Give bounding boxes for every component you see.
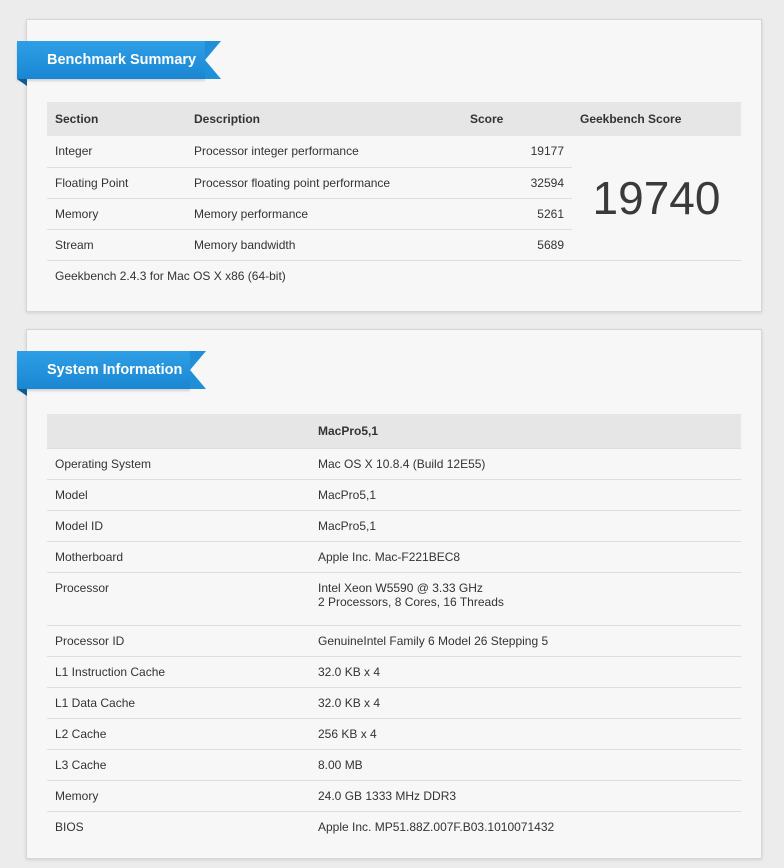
score-cell: 5689 xyxy=(462,229,572,260)
ribbon-fold xyxy=(17,389,27,396)
description-cell: Processor floating point performance xyxy=(186,167,462,198)
table-row xyxy=(47,573,741,626)
info-value: 32.0 KB x 4 xyxy=(310,688,741,719)
table-row xyxy=(47,480,741,511)
section-cell: Stream xyxy=(47,229,186,260)
info-value xyxy=(310,573,741,626)
table-row xyxy=(47,688,741,719)
system-header-row xyxy=(47,414,741,449)
info-label: L3 Cache xyxy=(47,750,310,781)
system-info-table xyxy=(47,414,741,842)
benchmark-summary-card xyxy=(26,19,762,312)
info-label: L2 Cache xyxy=(47,719,310,750)
table-row xyxy=(47,781,741,812)
system-information-title: System Information xyxy=(47,362,183,378)
info-label: Model xyxy=(47,480,310,511)
description-cell: Memory bandwidth xyxy=(186,229,462,260)
info-label: Model ID xyxy=(47,511,310,542)
geekbench-version-text: Geekbench 2.4.3 for Mac OS X x86 (64-bit) xyxy=(47,260,741,291)
description-header: Description xyxy=(194,112,261,126)
score-header: Score xyxy=(470,112,504,126)
model-header: MacPro5,1 xyxy=(318,424,379,438)
geekbench-score-value: 19740 xyxy=(572,136,741,260)
info-label: Processor xyxy=(47,573,310,626)
table-row xyxy=(47,719,741,750)
info-value: MacPro5,1 xyxy=(310,511,741,542)
score-cell: 5261 xyxy=(462,198,572,229)
description-cell: Processor integer performance xyxy=(186,136,462,167)
info-label: Memory xyxy=(47,781,310,812)
section-cell: Floating Point xyxy=(47,167,186,198)
info-value: 32.0 KB x 4 xyxy=(310,657,741,688)
info-label: BIOS xyxy=(47,812,310,843)
processor-model-text: Intel Xeon W5590 @ 3.33 GHz xyxy=(318,581,483,595)
info-value: Apple Inc. MP51.88Z.007F.B03.1010071432 xyxy=(310,812,741,843)
info-value: MacPro5,1 xyxy=(310,480,741,511)
score-cell: 19177 xyxy=(462,136,572,167)
section-cell: Memory xyxy=(47,198,186,229)
info-label: L1 Data Cache xyxy=(47,688,310,719)
info-label: L1 Instruction Cache xyxy=(47,657,310,688)
table-row xyxy=(47,812,741,843)
info-value: 256 KB x 4 xyxy=(310,719,741,750)
processor-topology-text: 2 Processors, 8 Cores, 16 Threads xyxy=(318,595,504,609)
info-label: Processor ID xyxy=(47,626,310,657)
section-header: Section xyxy=(55,112,99,126)
benchmark-summary-title: Benchmark Summary xyxy=(47,52,197,68)
system-information-card xyxy=(26,329,762,859)
table-row xyxy=(47,542,741,573)
geekbench-score-header: Geekbench Score xyxy=(572,102,741,136)
table-row xyxy=(47,750,741,781)
info-label: Motherboard xyxy=(47,542,310,573)
section-cell: Integer xyxy=(47,136,186,167)
benchmark-header-row xyxy=(47,102,741,136)
info-value: 24.0 GB 1333 MHz DDR3 xyxy=(310,781,741,812)
info-value: Apple Inc. Mac-F221BEC8 xyxy=(310,542,741,573)
table-row xyxy=(47,657,741,688)
system-information-ribbon xyxy=(17,351,190,389)
table-row xyxy=(47,449,741,480)
table-row xyxy=(47,511,741,542)
description-cell: Memory performance xyxy=(186,198,462,229)
info-label: Operating System xyxy=(47,449,310,480)
benchmark-summary-ribbon xyxy=(17,41,205,79)
empty-header-cell xyxy=(47,414,310,449)
info-value: GenuineIntel Family 6 Model 26 Stepping 5 xyxy=(310,626,741,657)
benchmark-table xyxy=(47,102,741,291)
ribbon-fold xyxy=(17,79,27,86)
table-row xyxy=(47,136,741,167)
info-value: Mac OS X 10.8.4 (Build 12E55) xyxy=(310,449,741,480)
info-value: 8.00 MB xyxy=(310,750,741,781)
score-cell: 32594 xyxy=(462,167,572,198)
table-row xyxy=(47,626,741,657)
benchmark-footer-row xyxy=(47,260,741,291)
